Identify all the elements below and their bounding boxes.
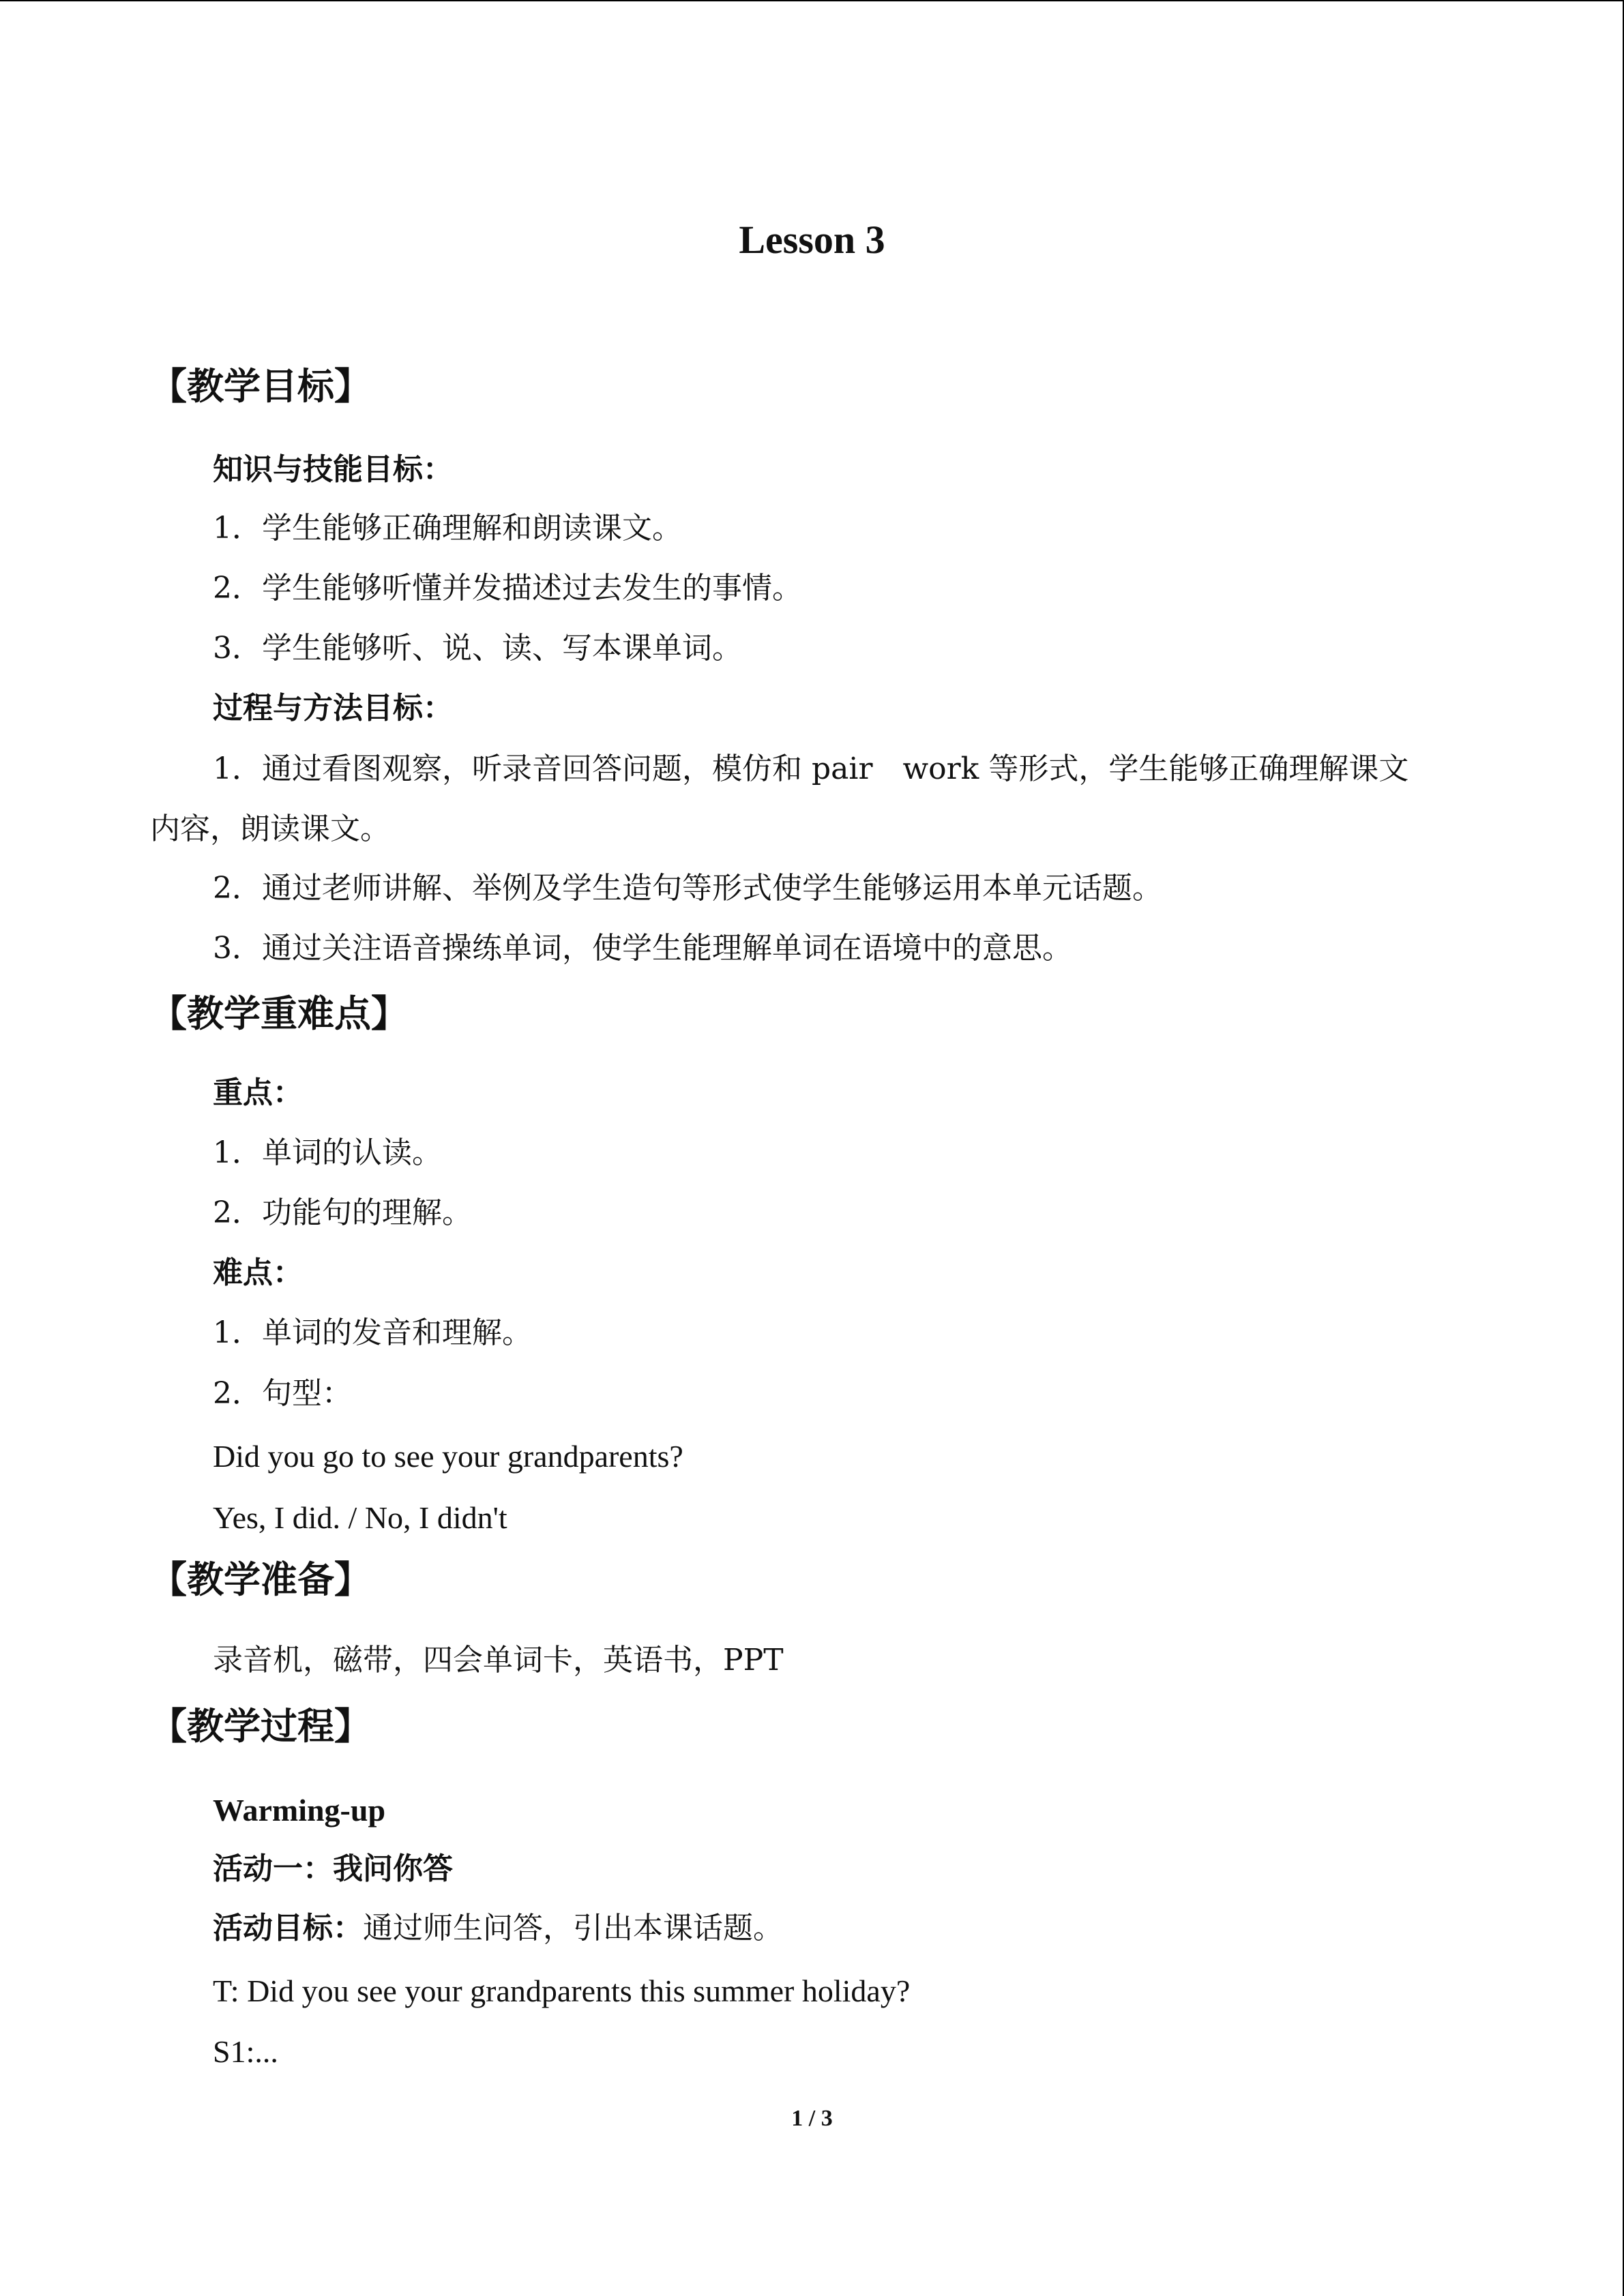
- difficulty-item: 1．单词的发音和理解。: [213, 1315, 532, 1350]
- process-item: 1．通过看图观察，听录音回答问题，模仿和 pair work 等形式，学生能够正确理解课文: [213, 751, 1409, 786]
- sentence-pattern: Did you go to see your grandparents?: [213, 1439, 683, 1474]
- dialogue-line: S1:...: [213, 2034, 278, 2069]
- sentence-pattern: Yes, I did. / No, I didn't: [213, 1500, 507, 1535]
- knowledge-item: 1．学生能够正确理解和朗读课文。: [213, 511, 682, 546]
- activity-title: 活动一：我问你答: [213, 1851, 453, 1886]
- dialogue-line: T: Did you see your grandparents this summer holiday?: [213, 1973, 911, 2008]
- page-title: Lesson 3: [739, 218, 885, 262]
- activity-goal-text: 通过师生问答，引出本课话题。: [363, 1911, 783, 1945]
- process-item-continuation: 内容，朗读课文。: [150, 811, 390, 846]
- difficulty-item: 2．句型：: [213, 1376, 352, 1411]
- focus-label: 重点：: [213, 1075, 303, 1110]
- process-item: 3．通过关注语音操练单词，使学生能理解单词在语境中的意思。: [213, 931, 1072, 966]
- focus-item: 1．单词的认读。: [213, 1135, 442, 1170]
- page-number: 1 / 3: [791, 2106, 833, 2131]
- process-item: 2．通过老师讲解、举例及学生造句等形式使学生能够运用本单元话题。: [213, 871, 1162, 906]
- procedure-stage: Warming-up: [213, 1793, 386, 1828]
- section-heading-objectives: 【教学目标】: [150, 365, 371, 408]
- focus-item: 2．功能句的理解。: [213, 1195, 472, 1230]
- preparation-materials: 录音机，磁带，四会单词卡，英语书，PPT: [213, 1643, 784, 1678]
- section-heading-preparation: 【教学准备】: [150, 1558, 371, 1601]
- section-heading-key-points: 【教学重难点】: [150, 992, 408, 1035]
- difficulty-label: 难点：: [213, 1255, 303, 1290]
- section-heading-procedure: 【教学过程】: [150, 1705, 371, 1748]
- activity-goal: [213, 1908, 783, 1949]
- process-label: 过程与方法目标：: [213, 691, 453, 726]
- knowledge-item: 2．学生能够听懂并发描述过去发生的事情。: [213, 571, 802, 606]
- activity-goal-label: 活动目标：: [213, 1911, 363, 1945]
- knowledge-item: 3．学生能够听、说、读、写本课单词。: [213, 631, 742, 666]
- knowledge-label: 知识与技能目标：: [213, 452, 453, 487]
